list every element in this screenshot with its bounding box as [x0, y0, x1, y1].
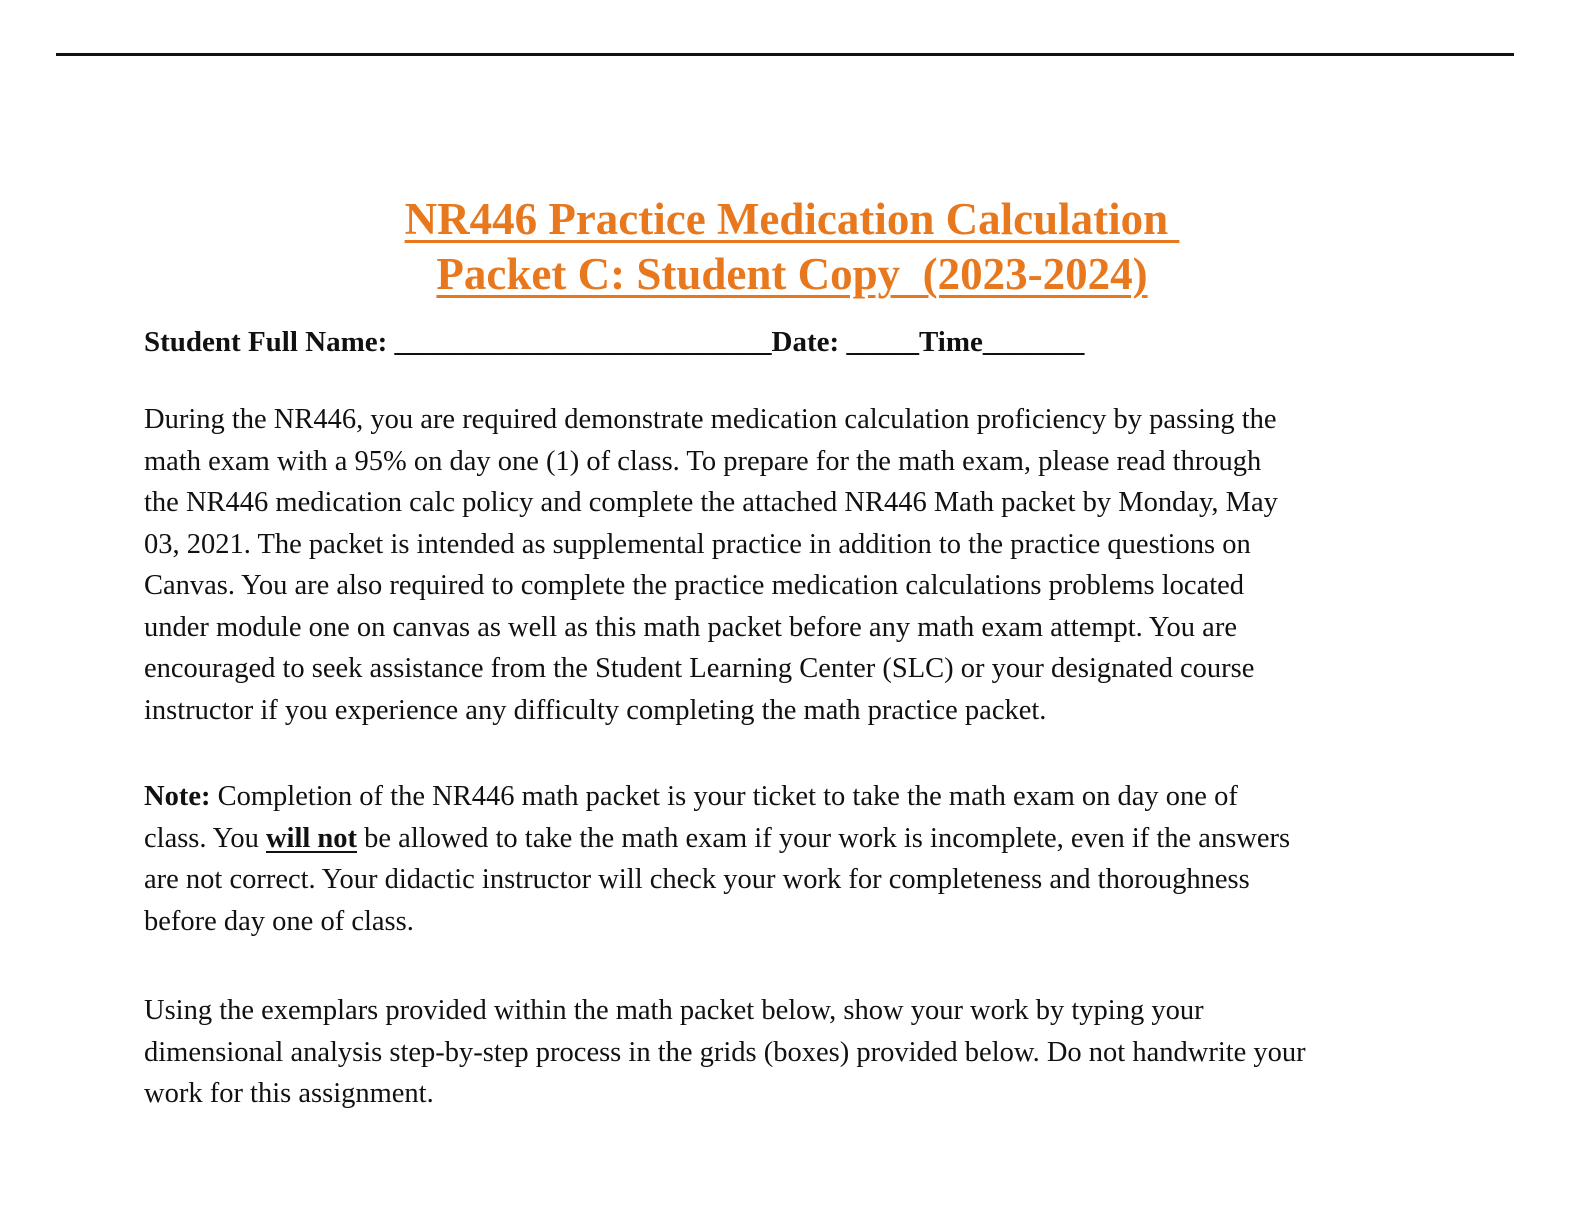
date-blank: _____	[846, 326, 919, 358]
title-line-1: NR446 Practice Medication Calculation	[404, 194, 1180, 244]
instructions-line: work for this assignment.	[144, 1078, 434, 1109]
time-blank: _______	[982, 326, 1085, 358]
name-label: Student Full Name:	[144, 326, 395, 358]
note-label: Note:	[144, 781, 211, 812]
note-line: are not correct. Your didactic instructor will check your work for completeness and thoroughness	[144, 864, 1250, 895]
intro-line: During the NR446, you are required demonstrate medication calculation proficiency by passing the	[144, 404, 1277, 435]
note-paragraph	[144, 776, 1444, 942]
intro-line: 03, 2021. The packet is intended as supplemental practice in addition to the practice questions on	[144, 528, 1251, 560]
note-line: before day one of class.	[144, 905, 414, 937]
note-line: class. You will not be allowed to take the math exam if your work is incomplete, even if the answers	[144, 822, 1291, 854]
title-line-2: Packet C: Student Copy (2023-2024)	[436, 249, 1148, 299]
will-not-emphasis: will not	[265, 822, 358, 854]
date-label: Date:	[771, 326, 847, 358]
student-info-row	[144, 322, 1084, 362]
top-horizontal-rule	[56, 53, 1514, 56]
intro-paragraph	[144, 399, 1444, 731]
instructions-line: Using the exemplars provided within the math packet below, show your work by typing your	[144, 995, 1204, 1026]
name-blank: __________________________	[394, 326, 772, 358]
instructions-paragraph	[144, 990, 1444, 1115]
document-title	[0, 192, 1584, 302]
intro-line: Canvas. You are also required to complete the practice medication calculations problems located	[144, 570, 1245, 601]
note-line: Note: Completion of the NR446 math packet is your ticket to take the math exam on day one of	[144, 781, 1238, 812]
intro-line: math exam with a 95% on day one (1) of class. To prepare for the math exam, please read through	[144, 445, 1262, 477]
intro-line: under module one on canvas as well as this math packet before any math exam attempt. You are	[144, 611, 1237, 643]
time-label: Time	[918, 326, 983, 358]
intro-line: the NR446 medication calc policy and complete the attached NR446 Math packet by Monday, May	[144, 487, 1278, 518]
intro-line: instructor if you experience any difficulty completing the math practice packet.	[144, 694, 1047, 726]
instructions-line: dimensional analysis step-by-step process in the grids (boxes) provided below. Do not handwrite your	[144, 1036, 1306, 1068]
intro-line: encouraged to seek assistance from the Student Learning Center (SLC) or your designated course	[144, 653, 1255, 684]
